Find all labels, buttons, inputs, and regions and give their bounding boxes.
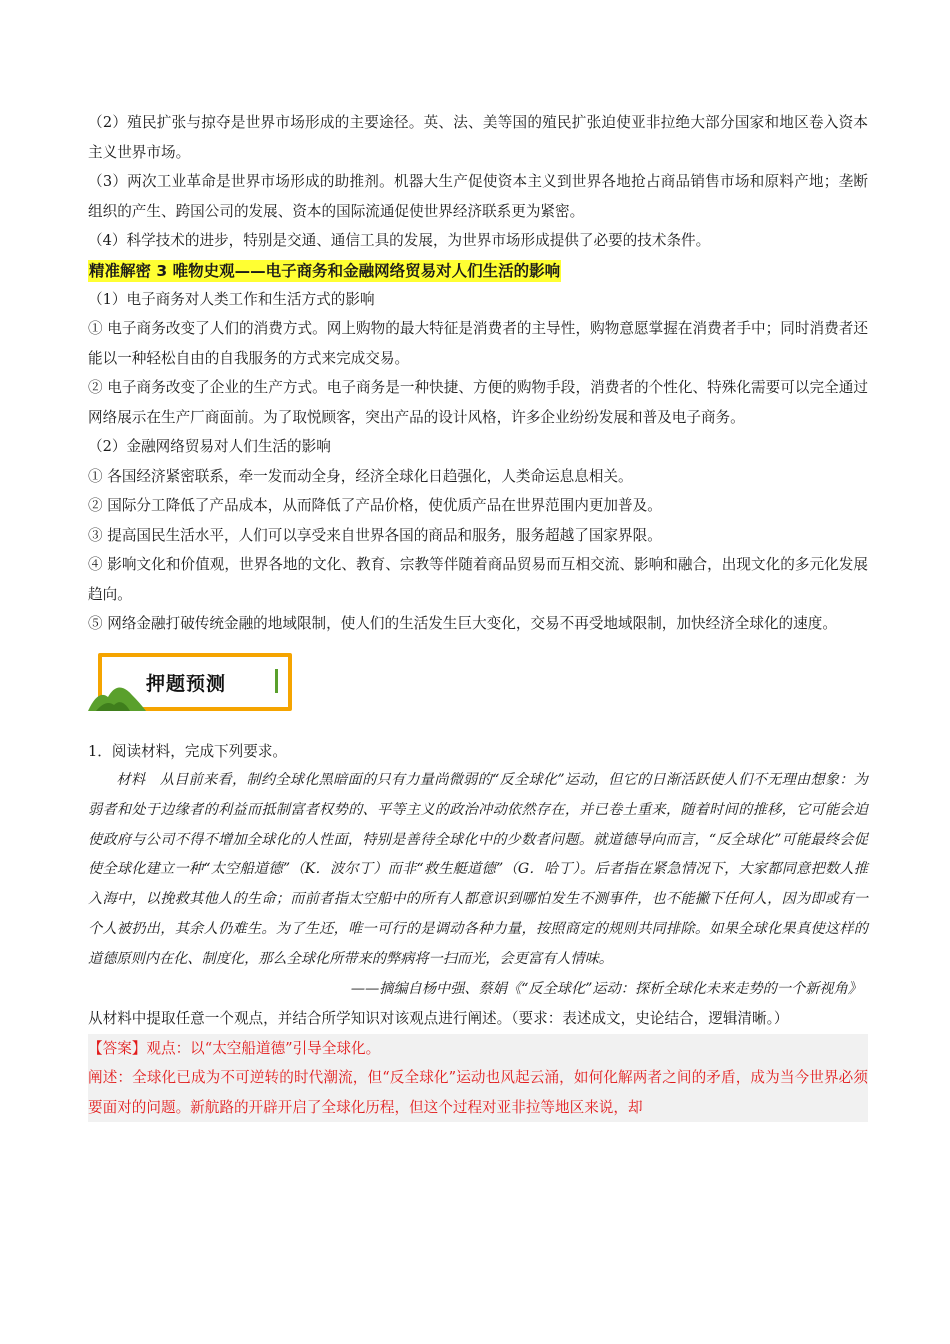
intro-point-4: （4）科学技术的进步，特别是交通、通信工具的发展，为世界市场形成提供了必要的技术条件。 [88,232,711,249]
badge-label: 押题预测 [146,672,227,695]
section-3-sub2-item-5: ⑤ 网络金融打破传统金融的地域限制，使人们的生活发生巨大变化，交易不再受地域限制，加快经济全球化的速度。 [88,615,837,632]
intro-point-3: （3）两次工业革命是世界市场形成的助推剂。机器大生产促使资本主义到世界各地抢占商品销售市场和原料产地；垄断组织的产生、跨国公司的发展、资本的国际流通促使世界经济联系更为紧密。 [88,173,868,220]
section-3-sub2-item-4: ④ 影响文化和价值观，世界各地的文化、教育、宗教等伴随着商品贸易而互相交流、影响和融合，出现文化的多元化发展趋向。 [88,556,868,603]
section-3-sub1: （1）电子商务对人类工作和生活方式的影响 [88,290,375,308]
section-3-sub2: （2）金融网络贸易对人们生活的影响 [88,438,331,455]
section-3-sub2-item-3: ③ 提高国民生活水平，人们可以享受来自世界各国的商品和服务，服务超越了国家界限。 [88,526,662,544]
section-3-sub1-item-2: ② 电子商务改变了企业的生产方式。电子商务是一种快捷、方便的购物手段，消费者的个性化、特殊化需要可以完全通过网络展示在生产厂商面前。为了取悦顾客，突出产品的设计风格，许多企业纷纷发展和普及电子商务。 [88,379,868,426]
material-source: ——摘编自杨中强、蔡娟《“反全球化”运动：探析全球化未来走势的一个新视角》 [350,980,862,997]
section-3-title: 精准解密 3 唯物史观——电子商务和金融网络贸易对人们生活的影响 [89,261,561,280]
section-3-heading-row [88,256,868,285]
mountain-icon [88,671,148,713]
question-task: 从材料中提取任意一个观点，并结合所学知识对该观点进行阐述。（要求：表述成文，史论结合，逻辑清晰。） [88,1010,789,1028]
question-material: 材料 从目前来看，制约全球化黑暗面的只有力量尚微弱的“反全球化”运动，但它的日渐活跃使人们不无理由想象：为弱者和处于边缘者的利益而抵制富者权势的、平等主义的政治冲动依然存在，并已卷土重来，随着时间的推移，它可能会迫使政府与公司不得不增加全球化的人性面，特别是善待全球化中的少数者问题。就道德导向而言，“反全球化”可能最终会促使全球化建立一种“太空船道德”（K．波尔丁）而非“救生艇道德”（G．哈丁）。后者指在紧急情况下，大家都同意把数人推入海中，以挽救其他人的生命；而前者指太空船中的所有人都意识到哪怕发生不测事件，也不能撇下任何人，因为即或有一个人被扔出，其余人仍难生。为了生还，唯一可行的是调动各种力量，按照商定的规则共同排除。如果全球化果真使这样的道德原则内在化、制度化，那么全球化所带来的弊病将一扫而光，会更富有人情味。 [88,772,868,967]
intro-point-2: （2）殖民扩张与掠夺是世界市场形成的主要途径。英、法、美等国的殖民扩张迫使亚非拉绝大部分国家和地区卷入资本主义世界市场。 [88,114,868,161]
section-3-sub2-item-1: ① 各国经济紧密联系，牵一发而动全身，经济全球化日趋强化，人类命运息息相关。 [88,467,633,485]
prediction-badge [88,651,868,731]
answer-viewpoint: 【答案】观点：以“太空船道德”引导全球化。 [88,1034,868,1064]
document-page [88,108,868,1122]
answer-elaboration: 阐述：全球化已成为不可逆转的时代潮流，但“反全球化”运动也风起云涌，如何化解两者之间的矛盾，成为当今世界必须要面对的问题。新航路的开辟开启了全球化历程，但这个过程对亚非拉等地区来说，却 [88,1063,868,1122]
section-3-sub1-item-1: ① 电子商务改变了人们的消费方式。网上购物的最大特征是消费者的主导性，购物意愿掌握在消费者手中；同时消费者还能以一种轻松自由的自我服务的方式来完成交易。 [88,320,868,367]
badge-accent-bar [275,669,278,693]
section-3-sub2-item-2: ② 国际分工降低了产品成本，从而降低了产品价格，使优质产品在世界范围内更加普及。 [88,497,662,514]
question-stem: 1．阅读材料，完成下列要求。 [88,742,288,760]
